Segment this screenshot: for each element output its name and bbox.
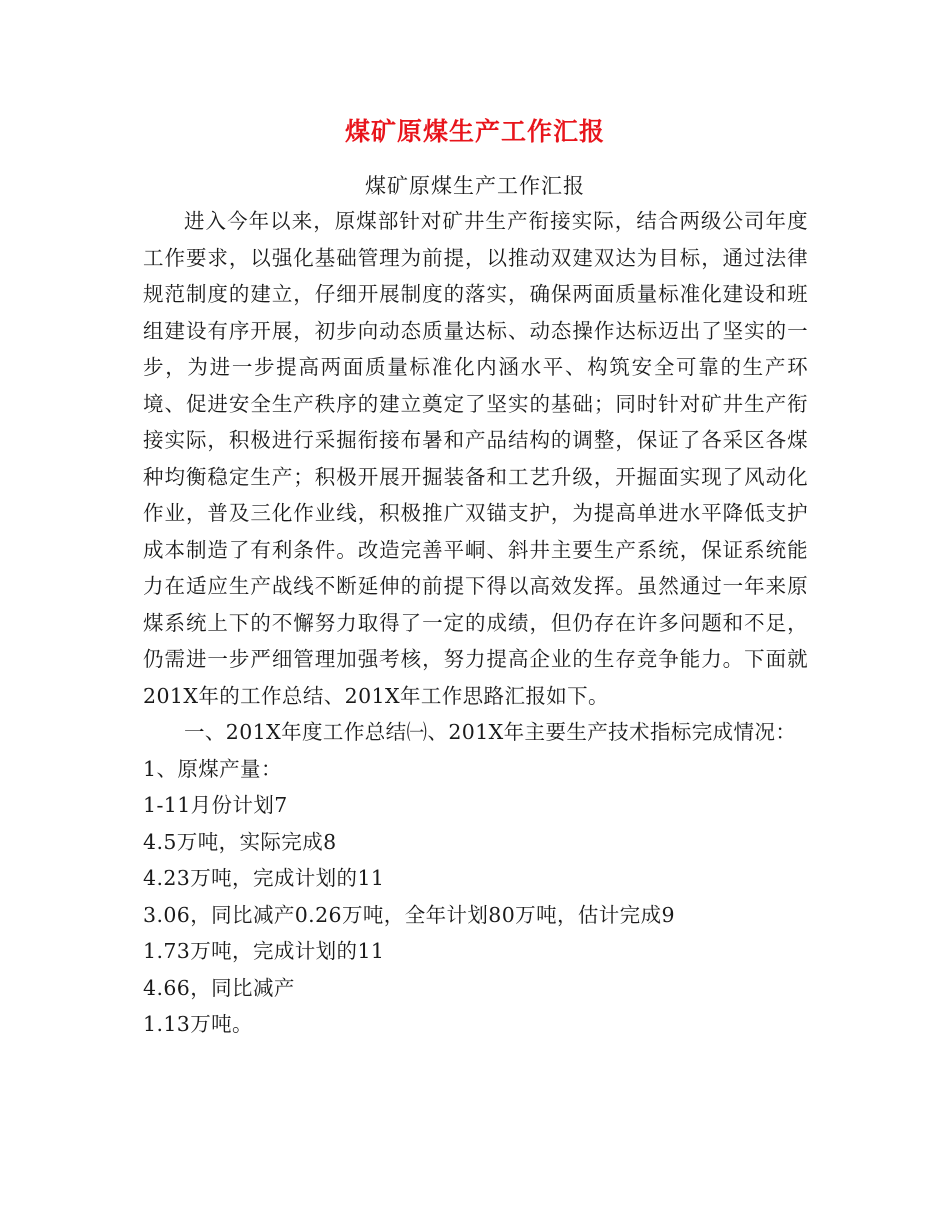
data-line: 4.5万吨，实际完成8 (143, 829, 337, 854)
document-body (143, 203, 808, 1043)
intro-paragraph: 进入今年以来，原煤部针对矿井生产衔接实际，结合两级公司年度工作要求，以强化基础管理为前提，以推动双建双达为目标，通过法律规范制度的建立，仔细开展制度的落实，确保两面质量标准化建设和班组建设有序开展，初步向动态质量达标、动态操作达标迈出了坚实的一步，为进一步提高两面质量标准化内涵水平、构筑安全可靠的生产环境、促进安全生产秩序的建立奠定了坚实的基础；同时针对矿井生产衔接实际，积极进行采掘衔接布暑和产品结构的调整，保证了各采区各煤种均衡稳定生产；积极开展开掘装备和工艺升级，开掘面实现了风动化作业，普及三化作业线，积极推广双锚支护，为提高单进水平降低支护成本制造了有利条件。改造完善平峒、斜井主要生产系统，保证系统能力在适应生产战线不断延伸的前提下得以高效发挥。虽然通过一年来原煤系统上下的不懈努力取得了一定的成绩，但仍存在许多问题和不足，仍需进一步严细管理加强考核，努力提高企业的生存竞争能力。下面就201X年的工作总结、201X年工作思路汇报如下。 (143, 209, 808, 708)
document-subtitle: 煤矿原煤生产工作汇报 (365, 174, 585, 198)
document-title: 煤矿原煤生产工作汇报 (344, 117, 605, 146)
data-line: 1-11月份计划7 (143, 793, 288, 817)
data-line: 1.13万吨。 (143, 1012, 253, 1036)
data-line: 3.06，同比减产0.26万吨，全年计划80万吨，估计完成9 (143, 902, 675, 927)
item-heading: 1、原煤产量： (143, 756, 282, 781)
section-heading: 一、201X年度工作总结㈠、201X年主要生产技术指标完成情况： (184, 720, 797, 744)
data-line: 4.23万吨，完成计划的11 (143, 866, 385, 890)
data-line: 4.66，同比减产 (143, 975, 295, 1000)
data-line: 1.73万吨，完成计划的11 (143, 939, 385, 963)
